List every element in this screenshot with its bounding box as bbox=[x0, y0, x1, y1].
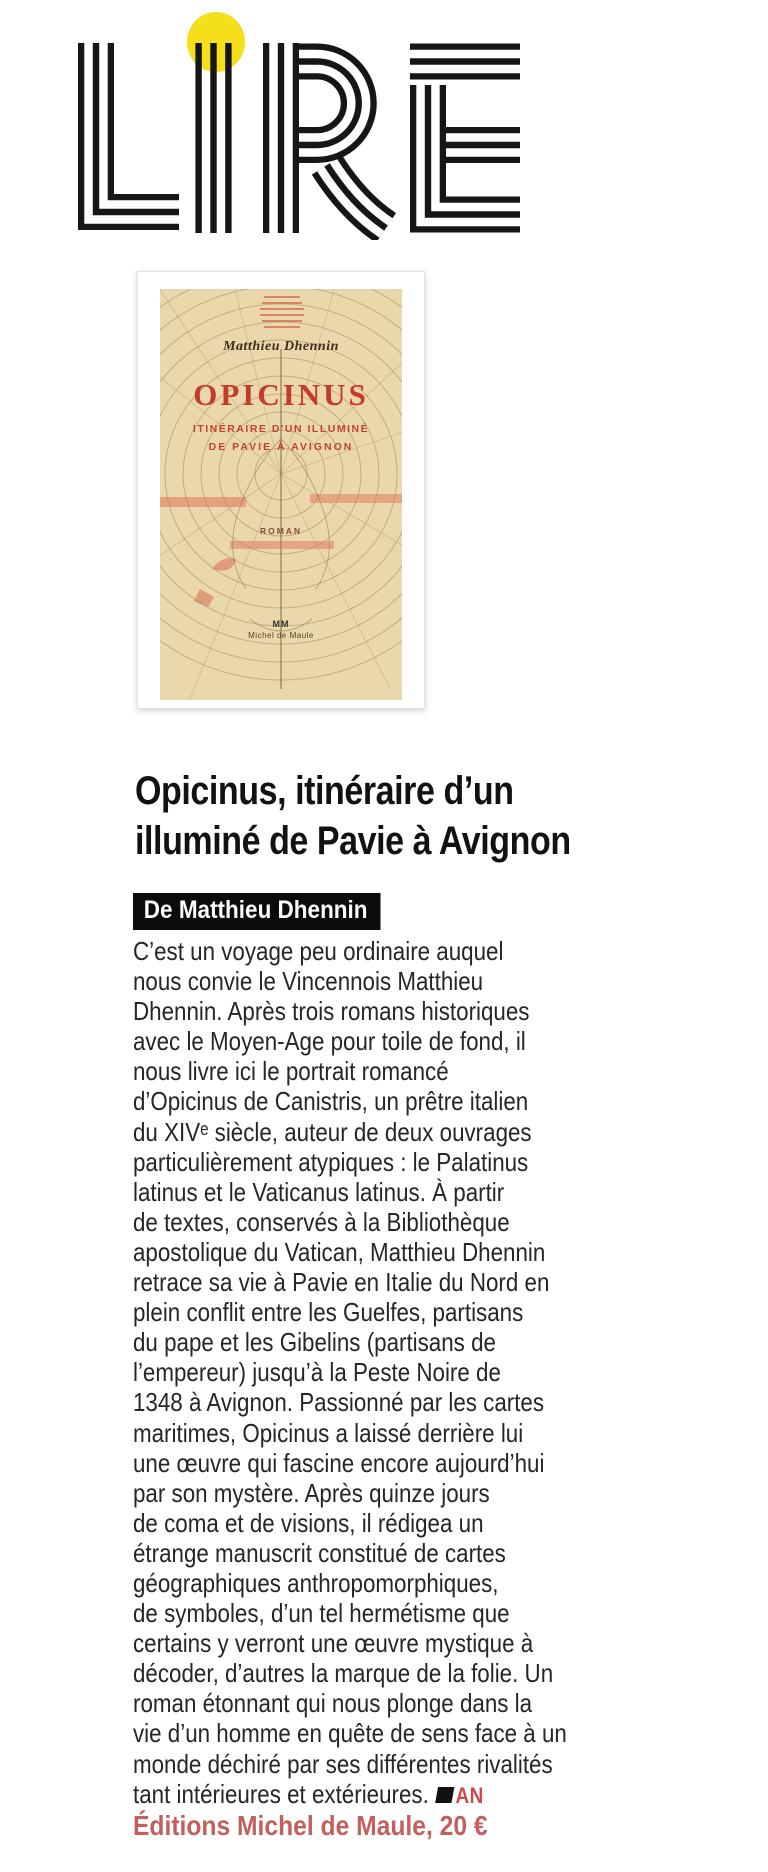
cover-subtitle-line1: ITINÉRAIRE D'UN ILLUMINÉ bbox=[192, 423, 370, 435]
end-mark-initials: AN bbox=[455, 1782, 484, 1808]
last-line-text: tant intérieures et extérieures. bbox=[133, 1778, 429, 1809]
body-line: maritimes, Opicinus a laissé derrière lui bbox=[133, 1417, 524, 1448]
article-headline bbox=[135, 766, 645, 866]
body-line: nous livre ici le portrait romancé bbox=[133, 1056, 449, 1087]
body-line: une œuvre qui fascine encore aujourd’hui bbox=[133, 1447, 545, 1478]
body-line: vie d’un homme en quête de sens face à un bbox=[133, 1718, 567, 1749]
cover-publisher: Michel de Maule bbox=[248, 631, 314, 640]
article-body bbox=[133, 936, 632, 1811]
headline-line1: Opicinus, itinéraire d’un bbox=[135, 769, 514, 813]
body-line: retrace sa vie à Pavie en Italie du Nord en bbox=[133, 1267, 550, 1298]
byline-badge: De Matthieu Dhennin bbox=[133, 893, 380, 930]
body-line: de coma et de visions, il rédigea un bbox=[133, 1507, 484, 1538]
body-line: avec le Moyen-Age pour toile de fond, il bbox=[133, 1026, 526, 1057]
body-line: d’Opicinus de Canistris, un prêtre italien bbox=[133, 1086, 529, 1117]
body-line: de symboles, d’un tel hermétisme que bbox=[133, 1598, 510, 1629]
body-line: certains y verront une œuvre mystique à bbox=[133, 1628, 534, 1659]
body-line: l’empereur) jusqu’à la Peste Noire de bbox=[133, 1357, 501, 1388]
body-line: latinus et le Vaticanus latinus. À partir bbox=[133, 1176, 505, 1207]
end-mark-icon bbox=[435, 1787, 454, 1803]
body-line: roman étonnant qui nous plonge dans la bbox=[133, 1688, 533, 1719]
lire-logo-graphic bbox=[65, 8, 530, 240]
body-lines bbox=[133, 936, 632, 1779]
body-line: décoder, d’autres la marque de la folie. Un bbox=[133, 1658, 554, 1689]
body-line: géographiques anthropomorphiques, bbox=[133, 1567, 499, 1598]
body-line: 1348 à Avignon. Passionné par les cartes bbox=[133, 1387, 545, 1418]
body-line: C’est un voyage peu ordinaire auquel bbox=[133, 936, 504, 966]
body-line: monde déchiré par ses différentes rivalités bbox=[133, 1748, 553, 1779]
body-line: du XIVᵉ siècle, auteur de deux ouvrages bbox=[133, 1116, 532, 1147]
cover-publisher-mark: MM bbox=[272, 619, 290, 629]
edition-price-footer: Éditions Michel de Maule, 20 € bbox=[133, 1810, 488, 1841]
body-line: par son mystère. Après quinze jours bbox=[133, 1477, 490, 1508]
cover-genre: ROMAN bbox=[259, 526, 303, 536]
body-line: du pape et les Gibelins (partisans de bbox=[133, 1327, 496, 1358]
body-line: de textes, conservés à la Bibliothèque bbox=[133, 1206, 510, 1237]
headline-line2: illuminé de Pavie à Avignon bbox=[135, 819, 571, 863]
body-line: apostolique du Vatican, Matthieu Dhennin bbox=[133, 1236, 546, 1267]
lire-logo bbox=[65, 8, 530, 240]
body-line: nous convie le Vincennois Matthieu bbox=[133, 966, 484, 997]
body-line: plein conflit entre les Guelfes, partisans bbox=[133, 1297, 524, 1328]
book-cover-card bbox=[137, 271, 425, 709]
body-last-line bbox=[133, 1779, 632, 1811]
cover-title: OPICINUS bbox=[193, 377, 369, 412]
body-line: particulièrement atypiques : le Palatinus bbox=[133, 1146, 529, 1177]
body-line: étrange manuscrit constitué de cartes bbox=[133, 1537, 506, 1568]
cover-subtitle-line2: DE PAVIE À AVIGNON bbox=[208, 441, 354, 453]
body-line: Dhennin. Après trois romans historiques bbox=[133, 996, 530, 1027]
book-cover-image bbox=[160, 289, 402, 700]
cover-author: Matthieu Dhennin bbox=[223, 339, 339, 354]
